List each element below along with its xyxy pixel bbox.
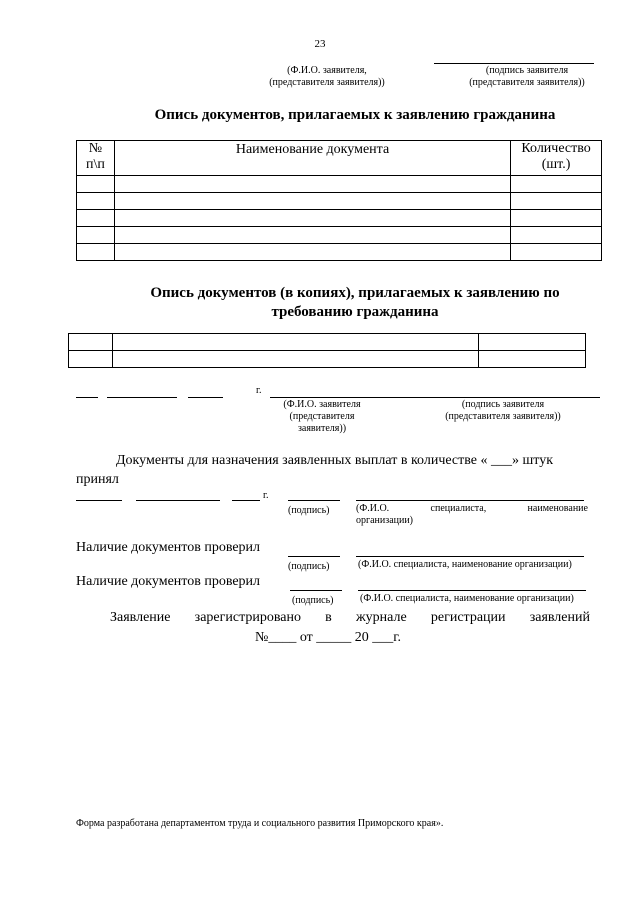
fio-caption-line2: (представителя заявителя)): [269, 77, 385, 88]
day-line[interactable]: [76, 500, 122, 501]
table-cell[interactable]: [114, 193, 510, 210]
fio-caption: (Ф.И.О. специалиста, наименование организации): [358, 559, 572, 570]
month-line[interactable]: [107, 397, 177, 398]
signature-line: [434, 63, 594, 64]
signature-caption-line1: (подпись заявителя: [485, 65, 569, 76]
registered-line1: Заявление зарегистрировано в журнале регистрации заявлений: [110, 610, 590, 625]
fio-caption: [272, 399, 372, 435]
year-suffix: г.: [263, 490, 269, 501]
table-cell[interactable]: [114, 227, 510, 244]
month-line[interactable]: [136, 500, 220, 501]
day-line[interactable]: [76, 397, 98, 398]
signature-line[interactable]: [288, 556, 340, 557]
table2-title-line1: Опись документов (в копиях), прилагаемых к заявлению по: [150, 285, 560, 301]
col-qty-line1: Количество: [521, 141, 591, 156]
table-cell[interactable]: [511, 210, 602, 227]
table-row: [77, 210, 602, 227]
fio-signature-line[interactable]: [270, 397, 600, 398]
table-cell[interactable]: [69, 351, 113, 368]
year-line[interactable]: [188, 397, 223, 398]
col-qty-line2: (шт.): [541, 157, 571, 172]
col-number-line1: №: [88, 141, 103, 156]
table-cell[interactable]: [114, 244, 510, 261]
fio-caption: [356, 503, 588, 527]
col-name-header: Наименование документа: [114, 141, 510, 176]
fio-caption-line2: (представителя: [289, 411, 355, 422]
fio-word: специалиста,: [430, 503, 487, 514]
table-row: [77, 176, 602, 193]
table-cell[interactable]: [511, 227, 602, 244]
registered-line2: №____ от _____ 20 ___г.: [255, 630, 401, 645]
col-number-line2: п\п: [86, 157, 105, 172]
table-cell[interactable]: [112, 351, 479, 368]
accepted-text-line1: Документы для назначения заявленных выплат в количестве « ___» штук: [116, 453, 554, 468]
table-cell[interactable]: [77, 244, 115, 261]
table-row: [77, 193, 602, 210]
table-row: [69, 334, 586, 351]
col-qty-header: [511, 141, 602, 176]
documents-table: [76, 140, 602, 261]
signature-caption: (подпись): [288, 561, 330, 572]
table-cell[interactable]: [69, 334, 113, 351]
footer-note: Форма разработана департаментом труда и социального развития Приморского края».: [76, 818, 444, 829]
signature-caption-line2: (представителя заявителя)): [469, 77, 585, 88]
table-cell[interactable]: [114, 176, 510, 193]
table1-title: Опись документов, прилагаемых к заявлению гражданина: [154, 107, 556, 123]
table-cell[interactable]: [112, 334, 479, 351]
page-number: 23: [314, 38, 326, 50]
table-cell[interactable]: [479, 351, 586, 368]
signature-caption: [428, 399, 578, 423]
table-cell[interactable]: [511, 176, 602, 193]
table-cell[interactable]: [77, 227, 115, 244]
signature-caption-line2: (представителя заявителя)): [445, 411, 561, 422]
signature-caption: (подпись): [292, 595, 334, 606]
fio-caption-line3: заявителя)): [297, 423, 347, 434]
year-line[interactable]: [232, 500, 260, 501]
check1-label: Наличие документов проверил: [76, 540, 261, 555]
table-cell[interactable]: [77, 210, 115, 227]
fio-caption-line1: (Ф.И.О. заявителя: [283, 399, 361, 410]
table-cell[interactable]: [77, 193, 115, 210]
fio-caption-line1: [356, 503, 588, 515]
fio-caption: (Ф.И.О. специалиста, наименование организации): [360, 593, 574, 604]
fio-line[interactable]: [356, 556, 584, 557]
table-header-row: [77, 141, 602, 176]
table2-title: [60, 284, 640, 322]
table-cell[interactable]: [511, 244, 602, 261]
fio-word: (Ф.И.О.: [356, 503, 390, 514]
year-suffix: г.: [256, 385, 262, 396]
table-cell[interactable]: [479, 334, 586, 351]
table-row: [77, 244, 602, 261]
col-number-header: [77, 141, 115, 176]
copies-table: [68, 333, 586, 368]
signature-caption: (подпись): [288, 505, 330, 516]
signature-caption: [452, 65, 602, 89]
check2-label: Наличие документов проверил: [76, 574, 261, 589]
fio-line[interactable]: [358, 590, 586, 591]
table-cell[interactable]: [114, 210, 510, 227]
signature-line[interactable]: [288, 500, 340, 501]
accepted-text-line2: принял: [76, 472, 119, 487]
fio-caption-line1: (Ф.И.О. заявителя,: [287, 65, 367, 76]
signature-line[interactable]: [290, 590, 342, 591]
fio-line[interactable]: [356, 500, 584, 501]
table-cell[interactable]: [511, 193, 602, 210]
table-row: [77, 227, 602, 244]
table-cell[interactable]: [77, 176, 115, 193]
table-row: [69, 351, 586, 368]
fio-word: наименование: [527, 503, 588, 514]
table2-title-line2: требованию гражданина: [271, 304, 439, 320]
signature-caption-line1: (подпись заявителя: [461, 399, 545, 410]
fio-caption: [262, 65, 392, 89]
fio-caption-line2: организации): [356, 515, 414, 526]
